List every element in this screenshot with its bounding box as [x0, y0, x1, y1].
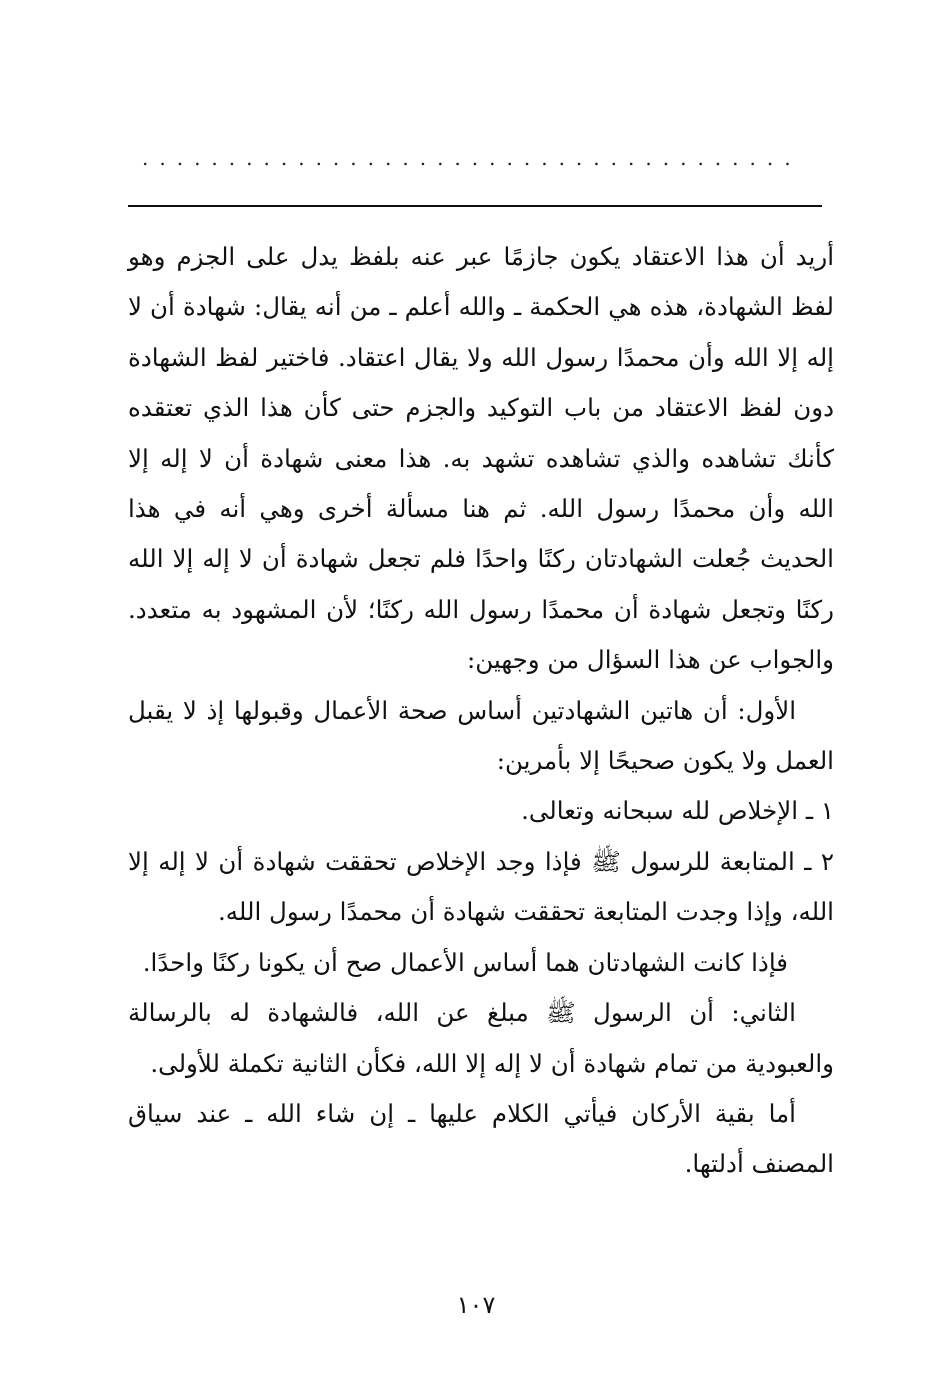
paragraph-remaining-pillars: أما بقية الأركان فيأتي الكلام عليها ـ إن شاء الله ـ عند سياق المصنف أدلتها. [128, 1098, 834, 1179]
paragraph-first-reason: الأول: أن هاتين الشهادتين أساس صحة الأعمال وقبولها إذ لا يقبل العمل ولا يكون صحيحًا إلا بأمرين: [128, 695, 834, 776]
page-number: ١٠٧ [456, 1291, 496, 1319]
list-item-1: ١ ـ الإخلاص لله سبحانه وتعالى. [521, 796, 834, 826]
paragraph-conclusion: فإذا كانت الشهادتان هما أساس الأعمال صح أن يكونا ركنًا واحدًا. [142, 947, 788, 977]
paragraph-second-reason: الثاني: أن الرسول ﷺ مبلغ عن الله، فالشهادة له بالرسالة والعبودية من تمام شهادة أن لا إله إلا الله، فكأن الثانية تكملة للأولى. [128, 998, 834, 1078]
header-dotted-line: ...................................... [142, 148, 802, 168]
paragraph-1: أريد أن هذا الاعتقاد يكون جازمًا عبر عنه بلفظ يدل على الجزم وهو لفظ الشهادة، هذه هي الحكمة ـ والله أعلم ـ من أنه يقال: شهادة أن لا إله إلا الله وأن محمدًا رسول الله ولا يقال اعتقاد. فاختير لفظ الشهادة دون لفظ الاعتقاد من باب التوكيد والجزم حتى كأن هذا الذي تعتقده كأنك تشاهده والذي تشاهده تشهد به. هذا معنى شهادة أن لا إله إلا الله وأن محمدًا رسول الله. ثم هنا مسألة أخرى وهي أنه في هذا الحديث جُعلت الشهادتان ركنًا واحدًا فلم تجعل شهادة أن لا إله إلا الله ركنًا وتجعل شهادة أن محمدًا رسول الله ركنًا؛ لأن المشهود به متعدد. والجواب عن هذا السؤال من وجهين: [128, 242, 834, 675]
page-body [128, 232, 834, 1190]
header-rule [128, 205, 822, 207]
list-item-2: ٢ ـ المتابعة للرسول ﷺ فإذا وجد الإخلاص تحققت شهادة أن لا إله إلا الله، وإذا وجدت المتابعة تحققت شهادة أن محمدًا رسول الله. [128, 846, 834, 927]
